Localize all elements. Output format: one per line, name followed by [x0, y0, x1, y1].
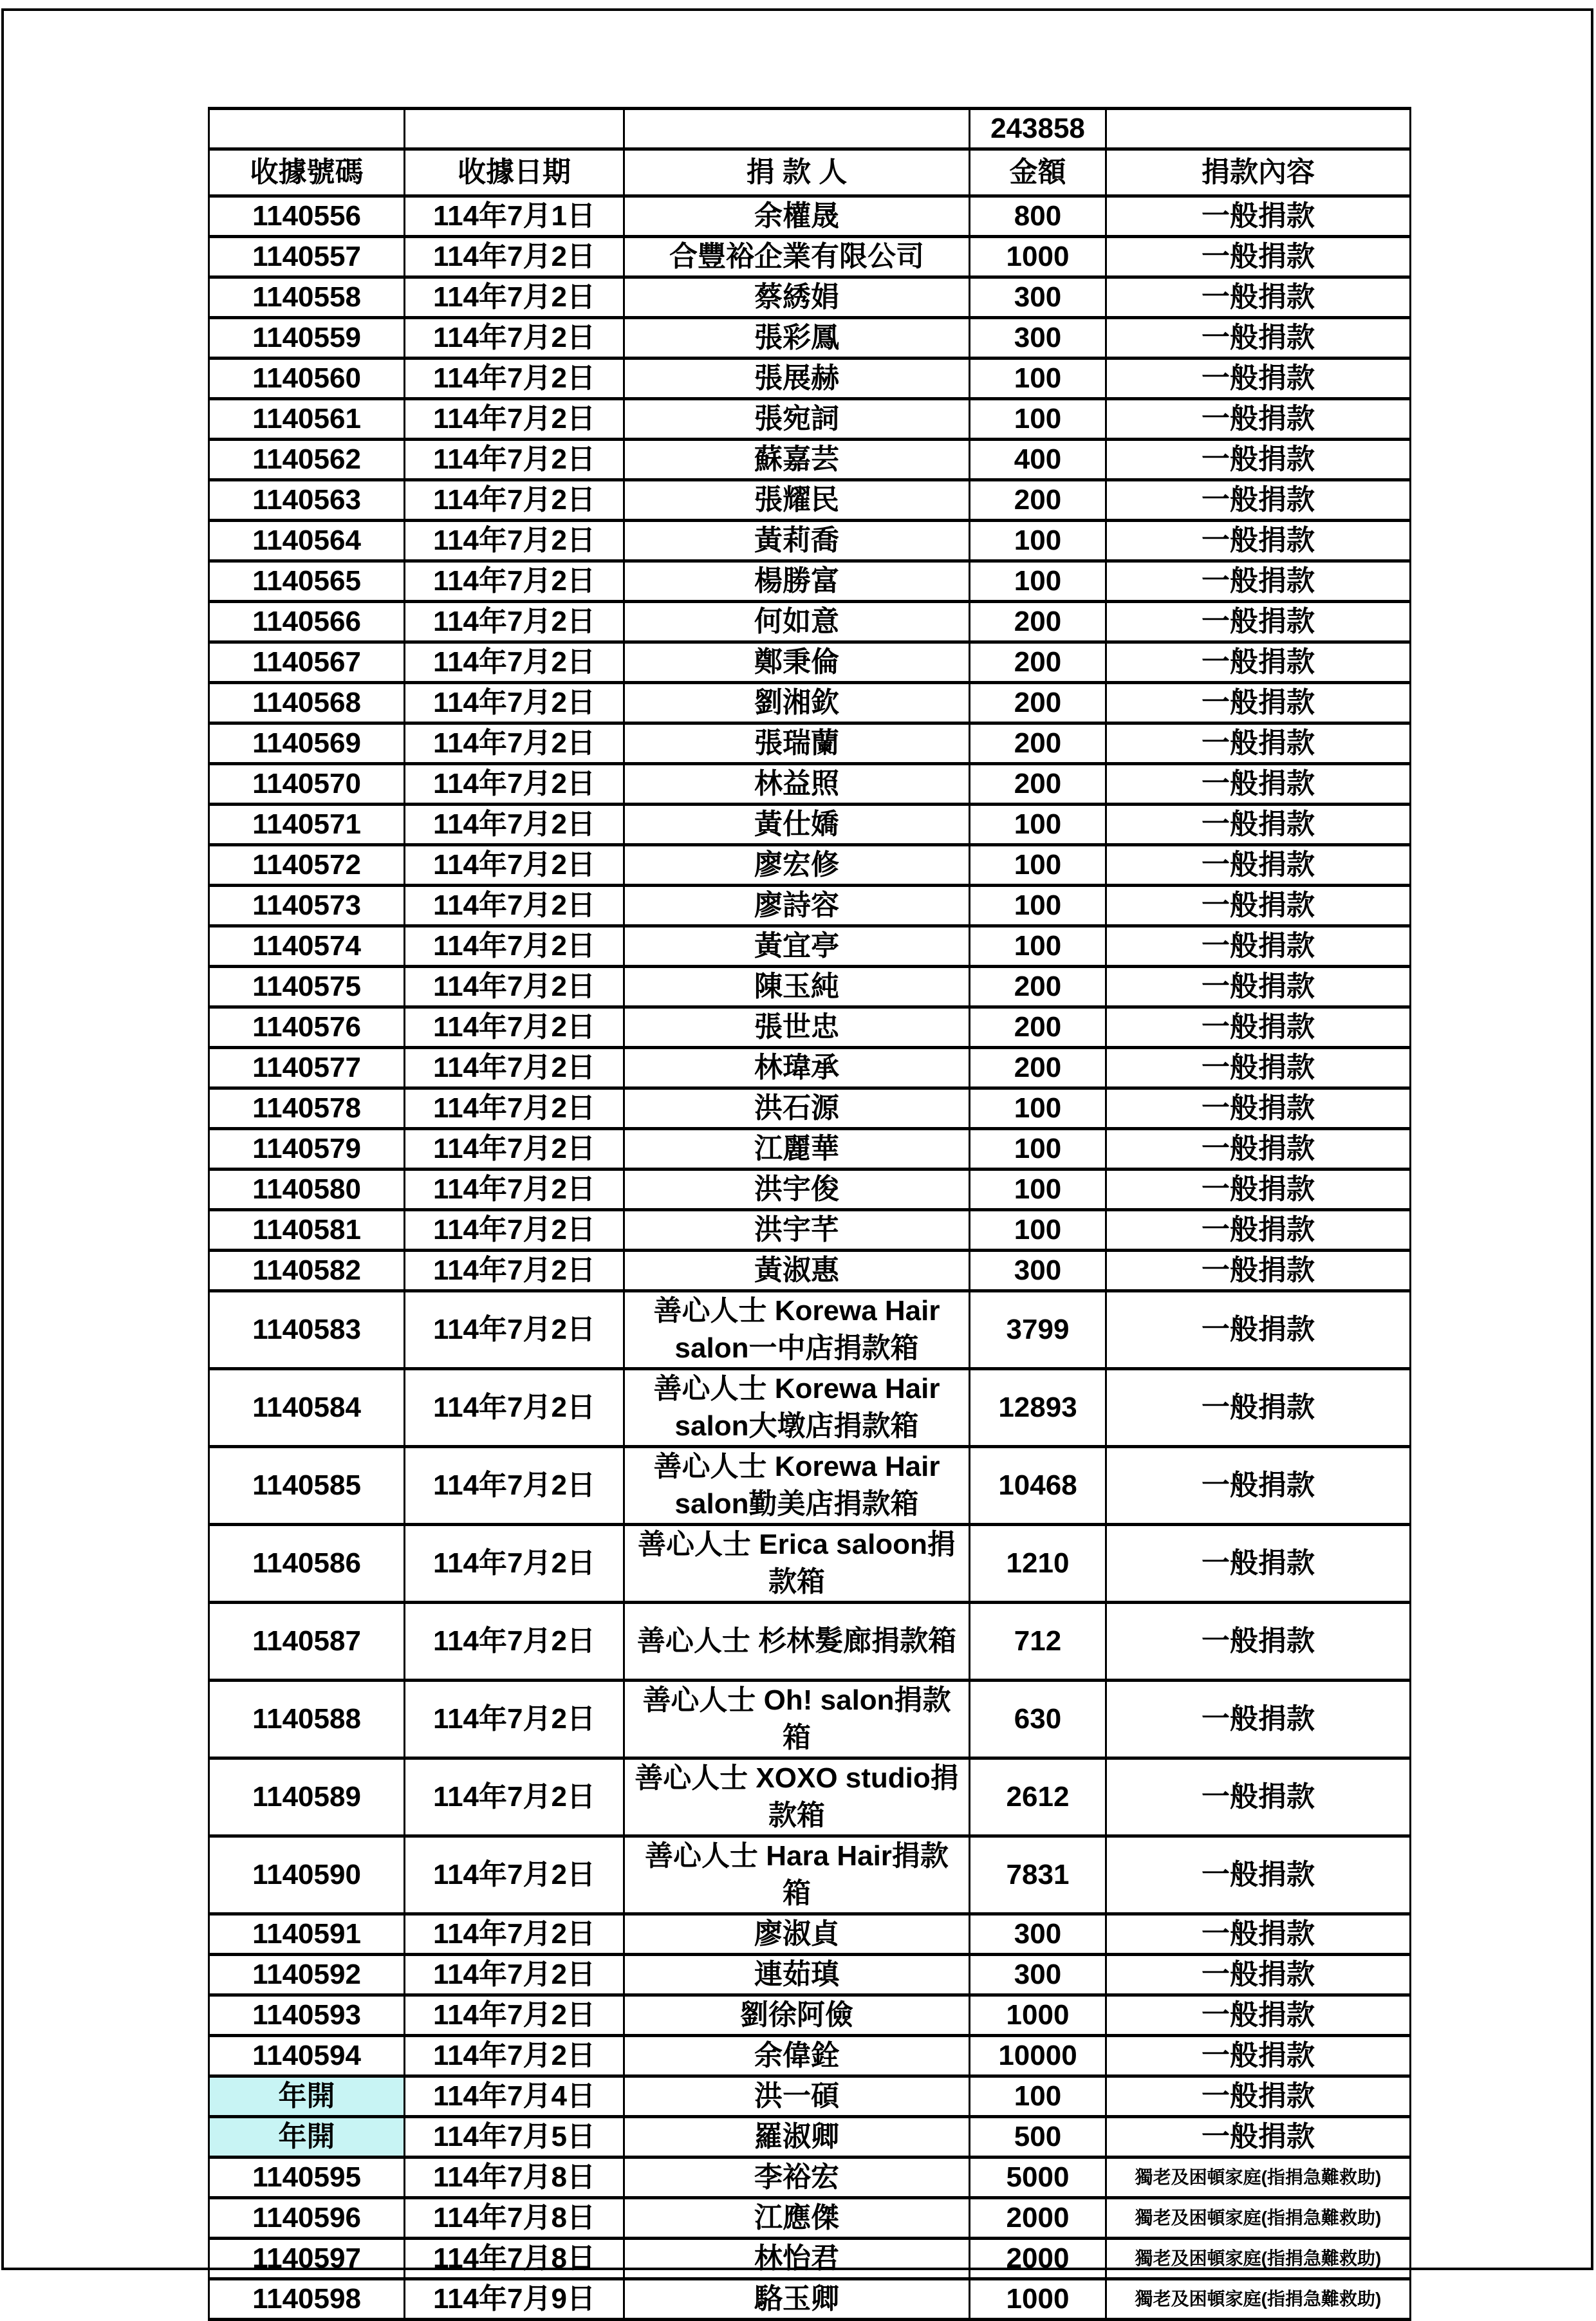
receipt-cell: 1140598 — [209, 2279, 405, 2320]
content-cell: 一般捐款 — [1106, 723, 1411, 764]
table-row — [209, 521, 1411, 561]
donor-cell: 張瑞蘭 — [624, 723, 970, 764]
date-cell: 114年7月2日 — [405, 440, 624, 480]
date-cell: 114年7月2日 — [405, 886, 624, 926]
date-cell: 114年7月2日 — [405, 277, 624, 318]
date-cell: 114年7月2日 — [405, 764, 624, 805]
date-cell: 114年7月2日 — [405, 845, 624, 886]
content-cell: 獨老及困頓家庭(指捐急難救助) — [1106, 2198, 1411, 2239]
content-cell: 一般捐款 — [1106, 1525, 1411, 1603]
table-row — [209, 723, 1411, 764]
amount-cell: 200 — [970, 1007, 1106, 1048]
donor-cell: 陳玉純 — [624, 967, 970, 1007]
content-cell: 一般捐款 — [1106, 1251, 1411, 1291]
amount-cell: 100 — [970, 1210, 1106, 1251]
amount-cell: 1000 — [970, 1995, 1106, 2036]
table-row — [209, 2279, 1411, 2320]
table-row — [209, 683, 1411, 723]
date-cell: 114年7月2日 — [405, 805, 624, 845]
date-cell: 114年7月2日 — [405, 1447, 624, 1525]
amount-cell: 200 — [970, 1048, 1106, 1088]
date-cell: 114年7月2日 — [405, 399, 624, 440]
content-cell: 一般捐款 — [1106, 967, 1411, 1007]
content-cell: 一般捐款 — [1106, 359, 1411, 399]
donor-cell: 劉徐阿儉 — [624, 1995, 970, 2036]
donor-cell: 善心人士 Korewa Hair salon大墩店捐款箱 — [624, 1369, 970, 1447]
donor-cell: 何如意 — [624, 602, 970, 642]
content-cell: 一般捐款 — [1106, 277, 1411, 318]
donor-cell: 連茹瑱 — [624, 1955, 970, 1995]
amount-cell: 200 — [970, 602, 1106, 642]
receipt-cell: 1140564 — [209, 521, 405, 561]
content-cell: 一般捐款 — [1106, 521, 1411, 561]
amount-cell: 10000 — [970, 2036, 1106, 2076]
donor-cell: 黃宜亭 — [624, 926, 970, 967]
amount-cell: 800 — [970, 196, 1106, 237]
date-cell: 114年7月2日 — [405, 926, 624, 967]
date-cell: 114年7月2日 — [405, 1603, 624, 1681]
date-cell: 114年7月2日 — [405, 723, 624, 764]
donor-cell: 余權晟 — [624, 196, 970, 237]
amount-cell: 7831 — [970, 1836, 1106, 1914]
amount-cell: 12893 — [970, 1369, 1106, 1447]
date-cell: 114年7月2日 — [405, 1088, 624, 1129]
content-cell: 一般捐款 — [1106, 1955, 1411, 1995]
date-cell: 114年7月2日 — [405, 1914, 624, 1955]
donor-cell: 黃莉喬 — [624, 521, 970, 561]
table-row — [209, 1048, 1411, 1088]
receipt-cell: 1140568 — [209, 683, 405, 723]
receipt-cell: 1140590 — [209, 1836, 405, 1914]
receipt-cell: 1140576 — [209, 1007, 405, 1048]
amount-cell: 630 — [970, 1681, 1106, 1758]
donor-cell: 善心人士 Korewa Hair salon勤美店捐款箱 — [624, 1447, 970, 1525]
receipt-cell: 年開 — [209, 2076, 405, 2117]
content-cell: 一般捐款 — [1106, 1369, 1411, 1447]
receipt-cell: 1140594 — [209, 2036, 405, 2076]
donor-cell: 廖淑貞 — [624, 1914, 970, 1955]
receipt-cell: 1140569 — [209, 723, 405, 764]
content-cell: 一般捐款 — [1106, 318, 1411, 359]
amount-cell: 1210 — [970, 1525, 1106, 1603]
donor-cell: 蘇嘉芸 — [624, 440, 970, 480]
content-cell: 一般捐款 — [1106, 1995, 1411, 2036]
donor-cell: 善心人士 杉林髮廊捐款箱 — [624, 1603, 970, 1681]
table-row — [209, 1369, 1411, 1447]
donor-cell: 廖詩容 — [624, 886, 970, 926]
table-row — [209, 2158, 1411, 2198]
receipt-cell: 1140591 — [209, 1914, 405, 1955]
receipt-cell: 1140573 — [209, 886, 405, 926]
date-cell: 114年7月2日 — [405, 561, 624, 602]
date-cell: 114年7月2日 — [405, 602, 624, 642]
table-row — [209, 805, 1411, 845]
date-cell: 114年7月8日 — [405, 2198, 624, 2239]
donor-cell: 廖宏修 — [624, 845, 970, 886]
amount-cell: 100 — [970, 521, 1106, 561]
date-cell: 114年7月9日 — [405, 2279, 624, 2320]
amount-cell: 200 — [970, 480, 1106, 521]
date-cell: 114年7月2日 — [405, 1955, 624, 1995]
amount-cell: 100 — [970, 1129, 1106, 1170]
table-row — [209, 2239, 1411, 2279]
amount-cell: 200 — [970, 723, 1106, 764]
date-cell: 114年7月4日 — [405, 2076, 624, 2117]
table-row — [209, 926, 1411, 967]
date-cell: 114年7月2日 — [405, 683, 624, 723]
content-cell: 一般捐款 — [1106, 2076, 1411, 2117]
amount-cell: 2612 — [970, 1758, 1106, 1836]
date-cell: 114年7月2日 — [405, 521, 624, 561]
donor-cell: 羅淑卿 — [624, 2117, 970, 2158]
table-row — [209, 1129, 1411, 1170]
content-cell: 一般捐款 — [1106, 642, 1411, 683]
receipt-cell: 1140592 — [209, 1955, 405, 1995]
content-cell: 一般捐款 — [1106, 886, 1411, 926]
content-cell: 獨老及困頓家庭(指捐急難救助) — [1106, 2158, 1411, 2198]
amount-cell: 100 — [970, 399, 1106, 440]
content-cell: 一般捐款 — [1106, 764, 1411, 805]
date-cell: 114年7月2日 — [405, 237, 624, 277]
amount-cell: 100 — [970, 1170, 1106, 1210]
receipt-cell: 1140559 — [209, 318, 405, 359]
receipt-cell: 1140566 — [209, 602, 405, 642]
receipt-cell: 1140580 — [209, 1170, 405, 1210]
donor-cell: 鄭秉倫 — [624, 642, 970, 683]
receipt-cell: 1140571 — [209, 805, 405, 845]
date-cell: 114年7月8日 — [405, 2239, 624, 2279]
receipt-cell: 1140583 — [209, 1291, 405, 1369]
content-cell: 一般捐款 — [1106, 1603, 1411, 1681]
receipt-cell: 1140562 — [209, 440, 405, 480]
table-row — [209, 480, 1411, 521]
receipt-cell: 1140575 — [209, 967, 405, 1007]
date-cell: 114年7月2日 — [405, 1369, 624, 1447]
content-cell: 一般捐款 — [1106, 1088, 1411, 1129]
donor-cell: 張展赫 — [624, 359, 970, 399]
content-cell: 一般捐款 — [1106, 1170, 1411, 1210]
content-cell: 一般捐款 — [1106, 196, 1411, 237]
donor-cell: 張宛詞 — [624, 399, 970, 440]
donor-cell: 善心人士 Erica saloon捐款箱 — [624, 1525, 970, 1603]
table-row — [209, 1525, 1411, 1603]
content-cell: 一般捐款 — [1106, 399, 1411, 440]
donor-cell: 江應傑 — [624, 2198, 970, 2239]
donor-cell: 黃仕嬌 — [624, 805, 970, 845]
table-row — [209, 440, 1411, 480]
donor-cell: 楊勝富 — [624, 561, 970, 602]
date-cell: 114年7月2日 — [405, 1170, 624, 1210]
date-cell: 114年7月2日 — [405, 1251, 624, 1291]
table-row — [209, 1447, 1411, 1525]
table-row — [209, 886, 1411, 926]
amount-cell: 300 — [970, 1955, 1106, 1995]
table-row — [209, 318, 1411, 359]
amount-cell: 712 — [970, 1603, 1106, 1681]
receipt-cell: 1140578 — [209, 1088, 405, 1129]
donor-cell: 洪宇芊 — [624, 1210, 970, 1251]
table-row — [209, 399, 1411, 440]
receipt-cell: 1140589 — [209, 1758, 405, 1836]
receipt-cell: 1140582 — [209, 1251, 405, 1291]
date-cell: 114年7月2日 — [405, 1210, 624, 1251]
receipt-cell: 1140557 — [209, 237, 405, 277]
content-cell: 一般捐款 — [1106, 1836, 1411, 1914]
date-cell: 114年7月2日 — [405, 967, 624, 1007]
total-row — [209, 109, 1411, 149]
table-row — [209, 1088, 1411, 1129]
content-cell: 一般捐款 — [1106, 845, 1411, 886]
table-row — [209, 2117, 1411, 2158]
donor-cell: 善心人士 XOXO studio捐款箱 — [624, 1758, 970, 1836]
content-cell: 一般捐款 — [1106, 561, 1411, 602]
table-row — [209, 1291, 1411, 1369]
table-row — [209, 845, 1411, 886]
table-row — [209, 196, 1411, 237]
receipt-cell: 1140581 — [209, 1210, 405, 1251]
receipt-cell: 1140572 — [209, 845, 405, 886]
date-cell: 114年7月2日 — [405, 480, 624, 521]
donor-cell: 善心人士 Oh! salon捐款箱 — [624, 1681, 970, 1758]
donor-cell: 善心人士 Korewa Hair salon一中店捐款箱 — [624, 1291, 970, 1369]
table-row — [209, 2198, 1411, 2239]
header-content: 捐款內容 — [1106, 149, 1411, 196]
receipt-cell: 年開 — [209, 2117, 405, 2158]
receipt-cell: 1140595 — [209, 2158, 405, 2198]
amount-cell: 1000 — [970, 237, 1106, 277]
table-row — [209, 1836, 1411, 1914]
content-cell: 一般捐款 — [1106, 1048, 1411, 1088]
donor-cell: 蔡綉娟 — [624, 277, 970, 318]
date-cell: 114年7月2日 — [405, 1291, 624, 1369]
amount-cell: 200 — [970, 967, 1106, 1007]
donor-cell: 洪宇俊 — [624, 1170, 970, 1210]
table-row — [209, 1007, 1411, 1048]
header-receipt-date: 收據日期 — [405, 149, 624, 196]
date-cell: 114年7月2日 — [405, 1758, 624, 1836]
amount-cell: 300 — [970, 318, 1106, 359]
receipt-cell: 1140563 — [209, 480, 405, 521]
amount-cell: 100 — [970, 845, 1106, 886]
table-row — [209, 561, 1411, 602]
amount-cell: 100 — [970, 2076, 1106, 2117]
table-row — [209, 1210, 1411, 1251]
date-cell: 114年7月2日 — [405, 642, 624, 683]
date-cell: 114年7月2日 — [405, 1681, 624, 1758]
receipt-cell: 1140561 — [209, 399, 405, 440]
header-amount: 金額 — [970, 149, 1106, 196]
receipt-cell: 1140596 — [209, 2198, 405, 2239]
total-row-empty-donor — [624, 109, 970, 149]
receipt-cell: 1140574 — [209, 926, 405, 967]
receipt-cell: 1140556 — [209, 196, 405, 237]
receipt-cell: 1140597 — [209, 2239, 405, 2279]
donor-cell: 合豐裕企業有限公司 — [624, 237, 970, 277]
donation-table — [208, 107, 1411, 2321]
donor-cell: 張耀民 — [624, 480, 970, 521]
date-cell: 114年7月2日 — [405, 1995, 624, 2036]
content-cell: 一般捐款 — [1106, 1129, 1411, 1170]
donor-cell: 林瑋承 — [624, 1048, 970, 1088]
date-cell: 114年7月5日 — [405, 2117, 624, 2158]
date-cell: 114年7月2日 — [405, 1007, 624, 1048]
content-cell: 一般捐款 — [1106, 1007, 1411, 1048]
amount-cell: 5000 — [970, 2158, 1106, 2198]
amount-cell: 100 — [970, 359, 1106, 399]
donor-cell: 善心人士 Hara Hair捐款箱 — [624, 1836, 970, 1914]
content-cell: 一般捐款 — [1106, 237, 1411, 277]
table-row — [209, 1170, 1411, 1210]
date-cell: 114年7月2日 — [405, 2036, 624, 2076]
date-cell: 114年7月2日 — [405, 318, 624, 359]
content-cell: 一般捐款 — [1106, 480, 1411, 521]
header-donor: 捐 款 人 — [624, 149, 970, 196]
content-cell: 一般捐款 — [1106, 602, 1411, 642]
content-cell: 一般捐款 — [1106, 1914, 1411, 1955]
table-row — [209, 277, 1411, 318]
receipt-cell: 1140593 — [209, 1995, 405, 2036]
donor-cell: 洪石源 — [624, 1088, 970, 1129]
amount-cell: 100 — [970, 926, 1106, 967]
content-cell: 一般捐款 — [1106, 2036, 1411, 2076]
content-cell: 獨老及困頓家庭(指捐急難救助) — [1106, 2279, 1411, 2320]
date-cell: 114年7月2日 — [405, 1525, 624, 1603]
donor-cell: 林益照 — [624, 764, 970, 805]
amount-cell: 100 — [970, 1088, 1106, 1129]
amount-cell: 100 — [970, 805, 1106, 845]
content-cell: 獨老及困頓家庭(指捐急難救助) — [1106, 2239, 1411, 2279]
date-cell: 114年7月1日 — [405, 196, 624, 237]
receipt-cell: 1140560 — [209, 359, 405, 399]
receipt-cell: 1140567 — [209, 642, 405, 683]
amount-cell: 300 — [970, 277, 1106, 318]
receipt-cell: 1140577 — [209, 1048, 405, 1088]
total-row-empty-date — [405, 109, 624, 149]
table-row — [209, 642, 1411, 683]
amount-cell: 100 — [970, 886, 1106, 926]
donor-cell: 黃淑惠 — [624, 1251, 970, 1291]
amount-cell: 1000 — [970, 2279, 1106, 2320]
amount-cell: 300 — [970, 1914, 1106, 1955]
table-row — [209, 1955, 1411, 1995]
content-cell: 一般捐款 — [1106, 440, 1411, 480]
table-row — [209, 764, 1411, 805]
table-row — [209, 2076, 1411, 2117]
content-cell: 一般捐款 — [1106, 1758, 1411, 1836]
table-head-section — [209, 109, 1411, 196]
amount-cell: 500 — [970, 2117, 1106, 2158]
table-row — [209, 1914, 1411, 1955]
donor-cell: 洪一碩 — [624, 2076, 970, 2117]
table-row — [209, 1681, 1411, 1758]
content-cell: 一般捐款 — [1106, 1291, 1411, 1369]
date-cell: 114年7月2日 — [405, 1048, 624, 1088]
donor-cell: 張世忠 — [624, 1007, 970, 1048]
donor-cell: 林怡君 — [624, 2239, 970, 2279]
receipt-cell: 1140579 — [209, 1129, 405, 1170]
total-row-empty-content — [1106, 109, 1411, 149]
table-row — [209, 967, 1411, 1007]
amount-cell: 400 — [970, 440, 1106, 480]
content-cell: 一般捐款 — [1106, 926, 1411, 967]
amount-cell: 2000 — [970, 2239, 1106, 2279]
table-row — [209, 602, 1411, 642]
table-row — [209, 1603, 1411, 1681]
donor-cell: 江麗華 — [624, 1129, 970, 1170]
content-cell: 一般捐款 — [1106, 683, 1411, 723]
receipt-cell: 1140565 — [209, 561, 405, 602]
donor-cell: 李裕宏 — [624, 2158, 970, 2198]
amount-cell: 2000 — [970, 2198, 1106, 2239]
table-body — [209, 196, 1411, 2320]
receipt-cell: 1140588 — [209, 1681, 405, 1758]
date-cell: 114年7月2日 — [405, 1129, 624, 1170]
content-cell: 一般捐款 — [1106, 1447, 1411, 1525]
amount-cell: 200 — [970, 764, 1106, 805]
receipt-cell: 1140587 — [209, 1603, 405, 1681]
total-amount: 243858 — [970, 109, 1106, 149]
table-row — [209, 1758, 1411, 1836]
header-receipt-number: 收據號碼 — [209, 149, 405, 196]
table-row — [209, 237, 1411, 277]
table-row — [209, 1251, 1411, 1291]
donor-cell: 駱玉卿 — [624, 2279, 970, 2320]
amount-cell: 3799 — [970, 1291, 1106, 1369]
amount-cell: 200 — [970, 683, 1106, 723]
table-row — [209, 2036, 1411, 2076]
date-cell: 114年7月2日 — [405, 359, 624, 399]
receipt-cell: 1140584 — [209, 1369, 405, 1447]
donor-cell: 張彩鳳 — [624, 318, 970, 359]
receipt-cell: 1140570 — [209, 764, 405, 805]
amount-cell: 200 — [970, 642, 1106, 683]
amount-cell: 300 — [970, 1251, 1106, 1291]
table-row — [209, 1995, 1411, 2036]
amount-cell: 100 — [970, 561, 1106, 602]
table-row — [209, 359, 1411, 399]
content-cell: 一般捐款 — [1106, 2117, 1411, 2158]
donation-table-container — [208, 107, 1409, 2321]
date-cell: 114年7月2日 — [405, 1836, 624, 1914]
donor-cell: 劉湘欽 — [624, 683, 970, 723]
header-row — [209, 149, 1411, 196]
content-cell: 一般捐款 — [1106, 1681, 1411, 1758]
receipt-cell: 1140585 — [209, 1447, 405, 1525]
amount-cell: 10468 — [970, 1447, 1106, 1525]
receipt-cell: 1140558 — [209, 277, 405, 318]
date-cell: 114年7月8日 — [405, 2158, 624, 2198]
content-cell: 一般捐款 — [1106, 805, 1411, 845]
total-row-empty-receipt — [209, 109, 405, 149]
receipt-cell: 1140586 — [209, 1525, 405, 1603]
donor-cell: 余偉銓 — [624, 2036, 970, 2076]
content-cell: 一般捐款 — [1106, 1210, 1411, 1251]
